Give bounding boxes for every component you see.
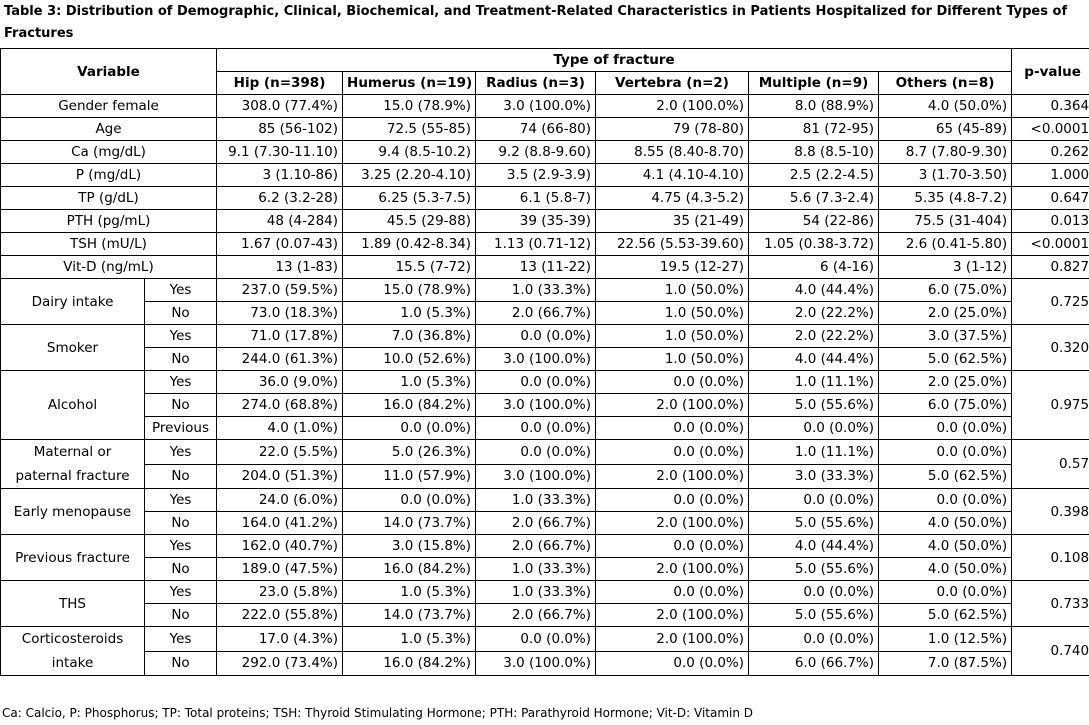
sub-label: No bbox=[145, 302, 217, 325]
value-cell: 1.0 (5.3%) bbox=[343, 627, 476, 652]
value-cell: 2.0 (25.0%) bbox=[879, 371, 1012, 394]
table-row bbox=[1, 464, 1089, 489]
value-cell: 0.0 (0.0%) bbox=[749, 417, 879, 440]
value-cell: 3.0 (37.5%) bbox=[879, 325, 1012, 348]
value-cell: 13 (1-83) bbox=[217, 256, 343, 279]
table-row bbox=[1, 371, 1089, 394]
value-cell: 13 (11-22) bbox=[476, 256, 596, 279]
value-cell: 1.0 (33.3%) bbox=[476, 581, 596, 604]
column-header-multiple: Multiple (n=9) bbox=[749, 72, 879, 95]
value-cell: 15.0 (78.9%) bbox=[343, 95, 476, 118]
sub-label: Yes bbox=[145, 325, 217, 348]
value-cell: 14.0 (73.7%) bbox=[343, 512, 476, 535]
value-cell: 54 (22-86) bbox=[749, 210, 879, 233]
value-cell: 3.0 (100.0%) bbox=[476, 348, 596, 371]
value-cell: 5.0 (62.5%) bbox=[879, 348, 1012, 371]
value-cell: 5.0 (62.5%) bbox=[879, 464, 1012, 489]
value-cell: 0.0 (0.0%) bbox=[476, 325, 596, 348]
sub-label: No bbox=[145, 558, 217, 581]
p-value-cell: 0.108 bbox=[1012, 535, 1089, 581]
p-value-cell: 0.364 bbox=[1012, 95, 1089, 118]
value-cell: 2.0 (100.0%) bbox=[596, 604, 749, 627]
variable-header: Variable bbox=[1, 49, 217, 95]
row-label: Vit-D (ng/mL) bbox=[1, 256, 217, 279]
value-cell: 6 (4-16) bbox=[749, 256, 879, 279]
value-cell: 1.05 (0.38-3.72) bbox=[749, 233, 879, 256]
table-row bbox=[1, 302, 1089, 325]
row-label: TSH (mU/L) bbox=[1, 233, 217, 256]
sub-label: Yes bbox=[145, 535, 217, 558]
value-cell: 2.0 (100.0%) bbox=[596, 464, 749, 489]
sub-label: No bbox=[145, 512, 217, 535]
value-cell: 0.0 (0.0%) bbox=[596, 535, 749, 558]
row-label: Gender female bbox=[1, 95, 217, 118]
value-cell: 2.0 (100.0%) bbox=[596, 512, 749, 535]
value-cell: 244.0 (61.3%) bbox=[217, 348, 343, 371]
table-row bbox=[1, 489, 1089, 512]
group-label: Maternal or paternal fracture bbox=[1, 440, 145, 489]
table-row bbox=[1, 187, 1089, 210]
value-cell: 0.0 (0.0%) bbox=[596, 581, 749, 604]
type-of-fracture-header: Type of fracture bbox=[217, 49, 1012, 72]
value-cell: 3.25 (2.20-4.10) bbox=[343, 164, 476, 187]
value-cell: 11.0 (57.9%) bbox=[343, 464, 476, 489]
value-cell: 4.0 (44.4%) bbox=[749, 279, 879, 302]
value-cell: 10.0 (52.6%) bbox=[343, 348, 476, 371]
row-label: TP (g/dL) bbox=[1, 187, 217, 210]
value-cell: 6.0 (75.0%) bbox=[879, 394, 1012, 417]
value-cell: 0.0 (0.0%) bbox=[879, 489, 1012, 512]
value-cell: 72.5 (55-85) bbox=[343, 118, 476, 141]
table-row bbox=[1, 325, 1089, 348]
value-cell: 3.0 (33.3%) bbox=[749, 464, 879, 489]
value-cell: 4.0 (50.0%) bbox=[879, 558, 1012, 581]
value-cell: 1.0 (50.0%) bbox=[596, 279, 749, 302]
value-cell: 24.0 (6.0%) bbox=[217, 489, 343, 512]
value-cell: 0.0 (0.0%) bbox=[879, 581, 1012, 604]
sub-label: Yes bbox=[145, 489, 217, 512]
value-cell: 0.0 (0.0%) bbox=[343, 489, 476, 512]
value-cell: 2.0 (100.0%) bbox=[596, 394, 749, 417]
value-cell: 2.0 (22.2%) bbox=[749, 325, 879, 348]
value-cell: 2.0 (66.7%) bbox=[476, 604, 596, 627]
table-title: Table 3: Distribution of Demographic, Clinical, Biochemical, and Treatment-Related Characteristics in Patients Hospitalized for Different Types of Fractures bbox=[4, 4, 1068, 41]
value-cell: 1.0 (5.3%) bbox=[343, 581, 476, 604]
group-label: THS bbox=[1, 581, 145, 627]
value-cell: 73.0 (18.3%) bbox=[217, 302, 343, 325]
p-value-cell: 1.000 bbox=[1012, 164, 1089, 187]
sub-label: No bbox=[145, 604, 217, 627]
sub-label: No bbox=[145, 464, 217, 489]
p-value-header: p-value bbox=[1012, 49, 1089, 95]
sub-label: Yes bbox=[145, 440, 217, 465]
value-cell: 75.5 (31-404) bbox=[879, 210, 1012, 233]
table-row bbox=[1, 604, 1089, 627]
value-cell: 4.0 (50.0%) bbox=[879, 535, 1012, 558]
value-cell: 65 (45-89) bbox=[879, 118, 1012, 141]
value-cell: 6.2 (3.2-28) bbox=[217, 187, 343, 210]
group-label: Previous fracture bbox=[1, 535, 145, 581]
value-cell: 48 (4-284) bbox=[217, 210, 343, 233]
value-cell: 19.5 (12-27) bbox=[596, 256, 749, 279]
value-cell: 308.0 (77.4%) bbox=[217, 95, 343, 118]
p-value-cell: 0.398 bbox=[1012, 489, 1089, 535]
value-cell: 0.0 (0.0%) bbox=[596, 440, 749, 465]
table-row bbox=[1, 95, 1089, 118]
p-value-cell: 0.013 bbox=[1012, 210, 1089, 233]
group-label: Early menopause bbox=[1, 489, 145, 535]
value-cell: 4.0 (50.0%) bbox=[879, 512, 1012, 535]
value-cell: 0.0 (0.0%) bbox=[343, 417, 476, 440]
value-cell: 0.0 (0.0%) bbox=[476, 627, 596, 652]
value-cell: 8.55 (8.40-8.70) bbox=[596, 141, 749, 164]
table-row bbox=[1, 164, 1089, 187]
value-cell: 0.0 (0.0%) bbox=[596, 489, 749, 512]
table-row bbox=[1, 279, 1089, 302]
table-row bbox=[1, 417, 1089, 440]
p-value-cell: 0.57 bbox=[1012, 440, 1089, 489]
value-cell: 17.0 (4.3%) bbox=[217, 627, 343, 652]
value-cell: 4.1 (4.10-4.10) bbox=[596, 164, 749, 187]
p-value-cell: 0.647 bbox=[1012, 187, 1089, 210]
value-cell: 4.75 (4.3-5.2) bbox=[596, 187, 749, 210]
value-cell: 0.0 (0.0%) bbox=[596, 371, 749, 394]
value-cell: 0.0 (0.0%) bbox=[749, 581, 879, 604]
row-label: PTH (pg/mL) bbox=[1, 210, 217, 233]
table-row bbox=[1, 512, 1089, 535]
sub-label: No bbox=[145, 394, 217, 417]
table-row bbox=[1, 558, 1089, 581]
value-cell: 5.0 (62.5%) bbox=[879, 604, 1012, 627]
table-row bbox=[1, 651, 1089, 676]
value-cell: 14.0 (73.7%) bbox=[343, 604, 476, 627]
value-cell: 164.0 (41.2%) bbox=[217, 512, 343, 535]
value-cell: 16.0 (84.2%) bbox=[343, 394, 476, 417]
table-row bbox=[1, 581, 1089, 604]
value-cell: 8.0 (88.9%) bbox=[749, 95, 879, 118]
group-label: Dairy intake bbox=[1, 279, 145, 325]
value-cell: 2.0 (22.2%) bbox=[749, 302, 879, 325]
value-cell: 0.0 (0.0%) bbox=[749, 489, 879, 512]
sub-label: Yes bbox=[145, 581, 217, 604]
value-cell: 4.0 (50.0%) bbox=[879, 95, 1012, 118]
value-cell: 1.0 (11.1%) bbox=[749, 371, 879, 394]
value-cell: 9.4 (8.5-10.2) bbox=[343, 141, 476, 164]
value-cell: 0.0 (0.0%) bbox=[476, 417, 596, 440]
value-cell: 1.67 (0.07-43) bbox=[217, 233, 343, 256]
value-cell: 5.35 (4.8-7.2) bbox=[879, 187, 1012, 210]
value-cell: 8.8 (8.5-10) bbox=[749, 141, 879, 164]
value-cell: 204.0 (51.3%) bbox=[217, 464, 343, 489]
value-cell: 7.0 (36.8%) bbox=[343, 325, 476, 348]
value-cell: 3.0 (100.0%) bbox=[476, 95, 596, 118]
value-cell: 6.0 (75.0%) bbox=[879, 279, 1012, 302]
value-cell: 6.25 (5.3-7.5) bbox=[343, 187, 476, 210]
value-cell: 2.0 (66.7%) bbox=[476, 302, 596, 325]
value-cell: 15.5 (7-72) bbox=[343, 256, 476, 279]
value-cell: 22.0 (5.5%) bbox=[217, 440, 343, 465]
value-cell: 4.0 (1.0%) bbox=[217, 417, 343, 440]
p-value-cell: <0.0001 bbox=[1012, 233, 1089, 256]
p-value-cell: 0.262 bbox=[1012, 141, 1089, 164]
value-cell: 162.0 (40.7%) bbox=[217, 535, 343, 558]
value-cell: 74 (66-80) bbox=[476, 118, 596, 141]
value-cell: 7.0 (87.5%) bbox=[879, 651, 1012, 676]
value-cell: 1.0 (50.0%) bbox=[596, 325, 749, 348]
value-cell: 0.0 (0.0%) bbox=[476, 371, 596, 394]
column-header-humerus: Humerus (n=19) bbox=[343, 72, 476, 95]
value-cell: 3.0 (100.0%) bbox=[476, 394, 596, 417]
value-cell: 222.0 (55.8%) bbox=[217, 604, 343, 627]
value-cell: 5.6 (7.3-2.4) bbox=[749, 187, 879, 210]
value-cell: 5.0 (26.3%) bbox=[343, 440, 476, 465]
value-cell: 2.0 (25.0%) bbox=[879, 302, 1012, 325]
value-cell: 5.0 (55.6%) bbox=[749, 558, 879, 581]
value-cell: 0.0 (0.0%) bbox=[476, 440, 596, 465]
sub-label: No bbox=[145, 651, 217, 676]
value-cell: 2.5 (2.2-4.5) bbox=[749, 164, 879, 187]
value-cell: 2.0 (66.7%) bbox=[476, 535, 596, 558]
value-cell: 35 (21-49) bbox=[596, 210, 749, 233]
fracture-characteristics-table bbox=[0, 48, 1089, 676]
table-row bbox=[1, 118, 1089, 141]
column-header-vertebra: Vertebra (n=2) bbox=[596, 72, 749, 95]
group-label: Alcohol bbox=[1, 371, 145, 440]
value-cell: 1.0 (33.3%) bbox=[476, 558, 596, 581]
value-cell: 39 (35-39) bbox=[476, 210, 596, 233]
value-cell: 8.7 (7.80-9.30) bbox=[879, 141, 1012, 164]
column-header-others: Others (n=8) bbox=[879, 72, 1012, 95]
value-cell: 2.0 (100.0%) bbox=[596, 558, 749, 581]
p-value-cell: 0.975 bbox=[1012, 371, 1089, 440]
column-header-radius: Radius (n=3) bbox=[476, 72, 596, 95]
value-cell: 1.0 (33.3%) bbox=[476, 489, 596, 512]
value-cell: 1.0 (50.0%) bbox=[596, 302, 749, 325]
value-cell: 3 (1.70-3.50) bbox=[879, 164, 1012, 187]
value-cell: 9.1 (7.30-11.10) bbox=[217, 141, 343, 164]
table-row bbox=[1, 440, 1089, 465]
value-cell: 0.0 (0.0%) bbox=[879, 440, 1012, 465]
value-cell: 15.0 (78.9%) bbox=[343, 279, 476, 302]
value-cell: 4.0 (44.4%) bbox=[749, 348, 879, 371]
value-cell: 292.0 (73.4%) bbox=[217, 651, 343, 676]
p-value-cell: 0.740 bbox=[1012, 627, 1089, 676]
value-cell: 274.0 (68.8%) bbox=[217, 394, 343, 417]
p-value-cell: 0.733 bbox=[1012, 581, 1089, 627]
value-cell: 4.0 (44.4%) bbox=[749, 535, 879, 558]
value-cell: 1.0 (5.3%) bbox=[343, 371, 476, 394]
value-cell: 5.0 (55.6%) bbox=[749, 512, 879, 535]
value-cell: 79 (78-80) bbox=[596, 118, 749, 141]
sub-label: Yes bbox=[145, 279, 217, 302]
value-cell: 1.0 (33.3%) bbox=[476, 279, 596, 302]
value-cell: 3.0 (100.0%) bbox=[476, 464, 596, 489]
value-cell: 2.0 (100.0%) bbox=[596, 627, 749, 652]
table-row bbox=[1, 210, 1089, 233]
value-cell: 3.5 (2.9-3.9) bbox=[476, 164, 596, 187]
row-label: P (mg/dL) bbox=[1, 164, 217, 187]
value-cell: 2.0 (100.0%) bbox=[596, 95, 749, 118]
table-row bbox=[1, 627, 1089, 652]
group-label: Smoker bbox=[1, 325, 145, 371]
value-cell: 1.89 (0.42-8.34) bbox=[343, 233, 476, 256]
value-cell: 6.0 (66.7%) bbox=[749, 651, 879, 676]
table-row bbox=[1, 535, 1089, 558]
table-row bbox=[1, 394, 1089, 417]
value-cell: 0.0 (0.0%) bbox=[879, 417, 1012, 440]
value-cell: 16.0 (84.2%) bbox=[343, 651, 476, 676]
value-cell: 0.0 (0.0%) bbox=[596, 417, 749, 440]
row-label: Age bbox=[1, 118, 217, 141]
value-cell: 5.0 (55.6%) bbox=[749, 394, 879, 417]
sub-label: Yes bbox=[145, 627, 217, 652]
value-cell: 3.0 (15.8%) bbox=[343, 535, 476, 558]
sub-label: Yes bbox=[145, 371, 217, 394]
sub-label: No bbox=[145, 348, 217, 371]
group-label: Corticosteroids intake bbox=[1, 627, 145, 676]
table-row bbox=[1, 141, 1089, 164]
table-row bbox=[1, 233, 1089, 256]
p-value-cell: 0.827 bbox=[1012, 256, 1089, 279]
value-cell: 5.0 (55.6%) bbox=[749, 604, 879, 627]
p-value-cell: 0.320 bbox=[1012, 325, 1089, 371]
value-cell: 2.6 (0.41-5.80) bbox=[879, 233, 1012, 256]
value-cell: 237.0 (59.5%) bbox=[217, 279, 343, 302]
value-cell: 1.13 (0.71-12) bbox=[476, 233, 596, 256]
value-cell: 6.1 (5.8-7) bbox=[476, 187, 596, 210]
value-cell: 2.0 (66.7%) bbox=[476, 512, 596, 535]
value-cell: 3 (1-12) bbox=[879, 256, 1012, 279]
value-cell: 1.0 (50.0%) bbox=[596, 348, 749, 371]
value-cell: 22.56 (5.53-39.60) bbox=[596, 233, 749, 256]
value-cell: 1.0 (5.3%) bbox=[343, 302, 476, 325]
value-cell: 45.5 (29-88) bbox=[343, 210, 476, 233]
value-cell: 71.0 (17.8%) bbox=[217, 325, 343, 348]
table-footnote: Ca: Calcio, P: Phosphorus; TP: Total proteins; TSH: Thyroid Stimulating Hormone; PTH: Parathyroid Hormone; Vit-D: Vitamin D bbox=[2, 706, 754, 720]
value-cell: 85 (56-102) bbox=[217, 118, 343, 141]
value-cell: 3 (1.10-86) bbox=[217, 164, 343, 187]
value-cell: 16.0 (84.2%) bbox=[343, 558, 476, 581]
value-cell: 189.0 (47.5%) bbox=[217, 558, 343, 581]
row-label: Ca (mg/dL) bbox=[1, 141, 217, 164]
value-cell: 23.0 (5.8%) bbox=[217, 581, 343, 604]
value-cell: 9.2 (8.8-9.60) bbox=[476, 141, 596, 164]
column-header-hip: Hip (n=398) bbox=[217, 72, 343, 95]
table-row bbox=[1, 256, 1089, 279]
value-cell: 0.0 (0.0%) bbox=[596, 651, 749, 676]
table-row bbox=[1, 348, 1089, 371]
value-cell: 1.0 (11.1%) bbox=[749, 440, 879, 465]
value-cell: 3.0 (100.0%) bbox=[476, 651, 596, 676]
value-cell: 81 (72-95) bbox=[749, 118, 879, 141]
value-cell: 0.0 (0.0%) bbox=[749, 627, 879, 652]
p-value-cell: <0.0001 bbox=[1012, 118, 1089, 141]
sub-label: Previous bbox=[145, 417, 217, 440]
p-value-cell: 0.725 bbox=[1012, 279, 1089, 325]
value-cell: 1.0 (12.5%) bbox=[879, 627, 1012, 652]
value-cell: 36.0 (9.0%) bbox=[217, 371, 343, 394]
